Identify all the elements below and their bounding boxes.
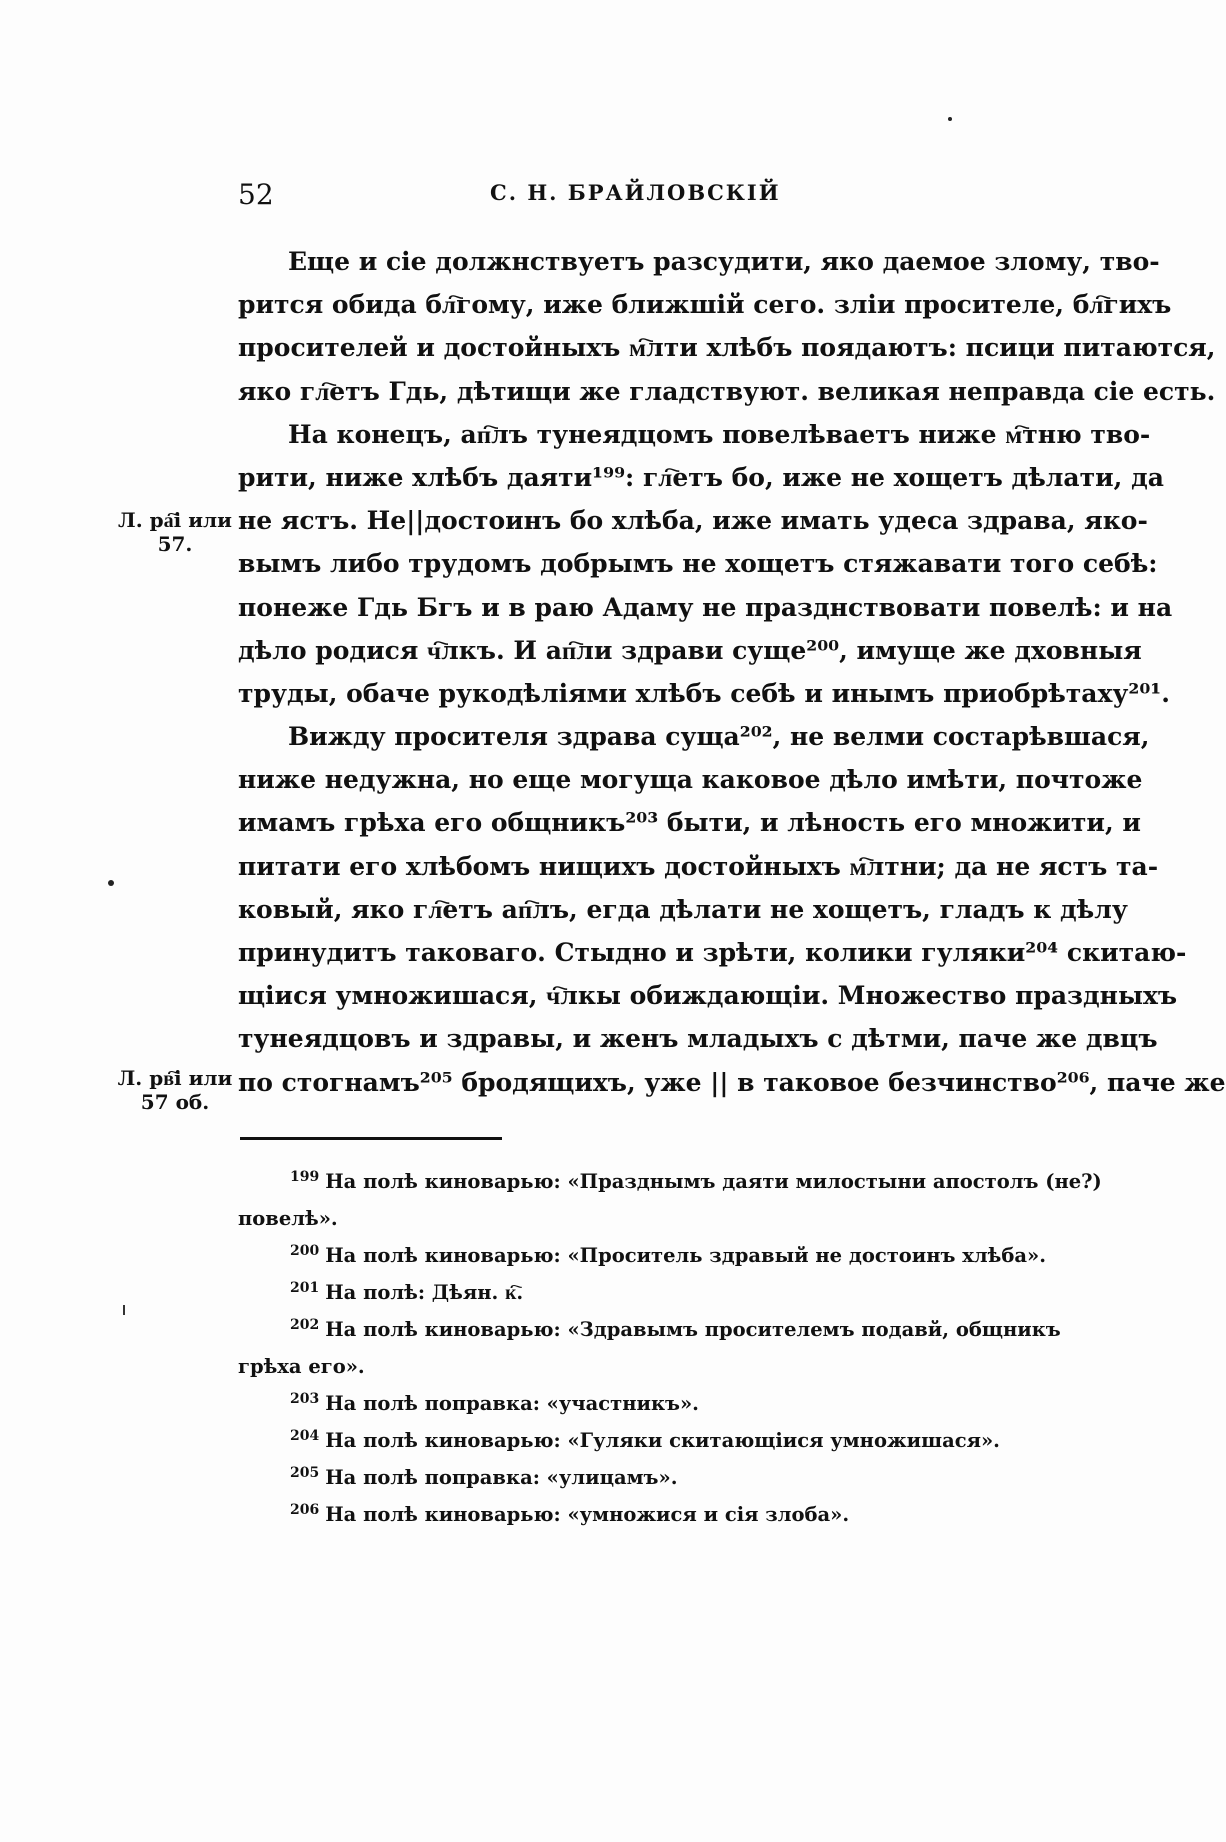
footnote-number: 202 bbox=[290, 1316, 320, 1333]
margin-note-2-line2: 57 об. bbox=[140, 1090, 210, 1114]
body-line: понеже Гдь Бгъ и в раю Адаму не празднствовати повелѣ: и на bbox=[238, 592, 1173, 622]
footnote bbox=[238, 1385, 1022, 1422]
footnote-line bbox=[238, 1422, 1022, 1459]
footnote-number: 206 bbox=[290, 1501, 320, 1518]
footnote-number: 199 bbox=[290, 1168, 320, 1185]
footnote-number: 201 bbox=[290, 1279, 320, 1296]
footnote-text-continuation: грѣха его». bbox=[238, 1355, 365, 1378]
footnote bbox=[238, 1459, 1022, 1496]
footnote-number: 200 bbox=[290, 1242, 320, 1259]
footnote-line bbox=[238, 1385, 1022, 1422]
margin-note-2-line1: Л. рв҇і или bbox=[117, 1066, 233, 1090]
body-line: труды, обаче рукодѣліями хлѣбъ себѣ и инымъ приобрѣтаху²⁰¹. bbox=[238, 678, 1170, 708]
footnote-text: На полѣ киноварью: «Проситель здравый не достоинъ хлѣба». bbox=[325, 1244, 1046, 1267]
body-line: дѣло родися ч҇лкъ. И ап҇ли здрави суще²⁰⁰, имуще же дховныя bbox=[238, 635, 1142, 665]
footnote bbox=[238, 1163, 1102, 1237]
body-line: яко гл҇етъ Гдь, дѣтищи же гладствуют. великая неправда сіе есть. bbox=[238, 376, 1216, 406]
footnote-text: На полѣ киноварью: «Гуляки скитающіися умножишася». bbox=[325, 1429, 1000, 1452]
footnote-line bbox=[238, 1274, 1022, 1311]
body-line: тунеядцовъ и здравы, и женъ младыхъ с дѣтми, паче же двцъ bbox=[238, 1024, 1158, 1054]
footnote-line bbox=[238, 1237, 1046, 1274]
margin-note-1-line1: Л. ра҇і или bbox=[118, 508, 232, 532]
footnote-line bbox=[238, 1311, 1061, 1348]
print-mark bbox=[123, 1305, 125, 1315]
footnote-number: 205 bbox=[290, 1464, 320, 1481]
footnote-text: На полѣ киноварью: «умножися и сія злоба». bbox=[325, 1503, 850, 1526]
print-speck bbox=[108, 880, 114, 886]
footnote-text: На полѣ киноварью: «Празднымъ даяти милостыни апостолъ (не?) bbox=[325, 1170, 1102, 1193]
footnote bbox=[238, 1422, 1022, 1459]
footnote bbox=[238, 1496, 1022, 1533]
footnote-text: На полѣ поправка: «участникъ». bbox=[325, 1392, 699, 1415]
body-line: по стогнамъ²⁰⁵ бродящихъ, уже || в таковое безчинство²⁰⁶, паче же bbox=[238, 1067, 1226, 1097]
body-line: вымъ либо трудомъ добрымъ не хощетъ стяжавати того себѣ: bbox=[238, 549, 1158, 579]
footnote-line bbox=[238, 1459, 1022, 1496]
footnote-separator-rule bbox=[240, 1137, 502, 1140]
footnote-text: На полѣ киноварью: «Здравымъ просителемъ подавй, общникъ bbox=[325, 1318, 1061, 1341]
print-speck bbox=[948, 117, 952, 121]
body-line: имамъ грѣха его общникъ²⁰³ быти, и лѣность его множити, и bbox=[238, 808, 1141, 838]
body-line: рити, ниже хлѣбъ даяти¹⁹⁹: гл҇етъ бо, иже не хощетъ дѣлати, да bbox=[238, 462, 1164, 492]
footnote-text: На полѣ поправка: «улицамъ». bbox=[325, 1466, 678, 1489]
body-line: Еще и сіе должнствуетъ разсудити, яко даемое злому, тво- bbox=[288, 247, 1160, 276]
body-text bbox=[238, 240, 1226, 1104]
body-line: просителей и достойныхъ м҇лти хлѣбъ поядаютъ: псици питаются, bbox=[238, 333, 1216, 363]
footnotes bbox=[238, 1163, 1102, 1533]
body-line: ниже недужна, но еще могуща каковое дѣло имѣти, почтоже bbox=[238, 765, 1143, 795]
body-line: не ястъ. Не||достоинъ бо хлѣба, иже имать удеса здрава, яко- bbox=[238, 506, 1148, 536]
body-line: рится обида бл҇гому, иже ближшій сего. зліи просителе, бл҇гихъ bbox=[238, 290, 1172, 320]
body-line: Вижду просителя здрава суща²⁰², не велми состарѣвшася, bbox=[288, 722, 1150, 752]
margin-note-1-line2: 57. bbox=[157, 532, 193, 556]
footnote bbox=[238, 1311, 1061, 1385]
footnote-text-continuation: повелѣ». bbox=[238, 1207, 338, 1230]
footnote-text: На полѣ: Дѣян. к҇. bbox=[325, 1281, 524, 1304]
footnote-line bbox=[238, 1163, 1102, 1200]
footnote bbox=[238, 1237, 1046, 1274]
footnote-number: 203 bbox=[290, 1390, 320, 1407]
footnote-line bbox=[238, 1496, 1022, 1533]
page-number: 52 bbox=[238, 178, 274, 211]
running-head: С. Н. БРАЙЛОВСКІЙ bbox=[490, 180, 781, 205]
body-line: питати его хлѣбомъ нищихъ достойныхъ м҇лтни; да не ястъ та- bbox=[238, 851, 1159, 881]
body-line: На конецъ, ап҇лъ тунеядцомъ повелѣваетъ ниже м҇тню тво- bbox=[288, 419, 1151, 449]
margin-note-2 bbox=[100, 1066, 250, 1114]
footnote bbox=[238, 1274, 1022, 1311]
body-line: принудитъ таковаго. Стыдно и зрѣти, колики гуляки²⁰⁴ скитаю- bbox=[238, 938, 1187, 967]
body-line: щіися умножишася, ч҇лкы обиждающіи. Множество праздныхъ bbox=[238, 981, 1178, 1011]
margin-note-1 bbox=[100, 508, 250, 556]
footnote-number: 204 bbox=[290, 1427, 320, 1444]
body-line: ковый, яко гл҇етъ ап҇лъ, егда дѣлати не хощетъ, гладъ к дѣлу bbox=[238, 894, 1128, 924]
